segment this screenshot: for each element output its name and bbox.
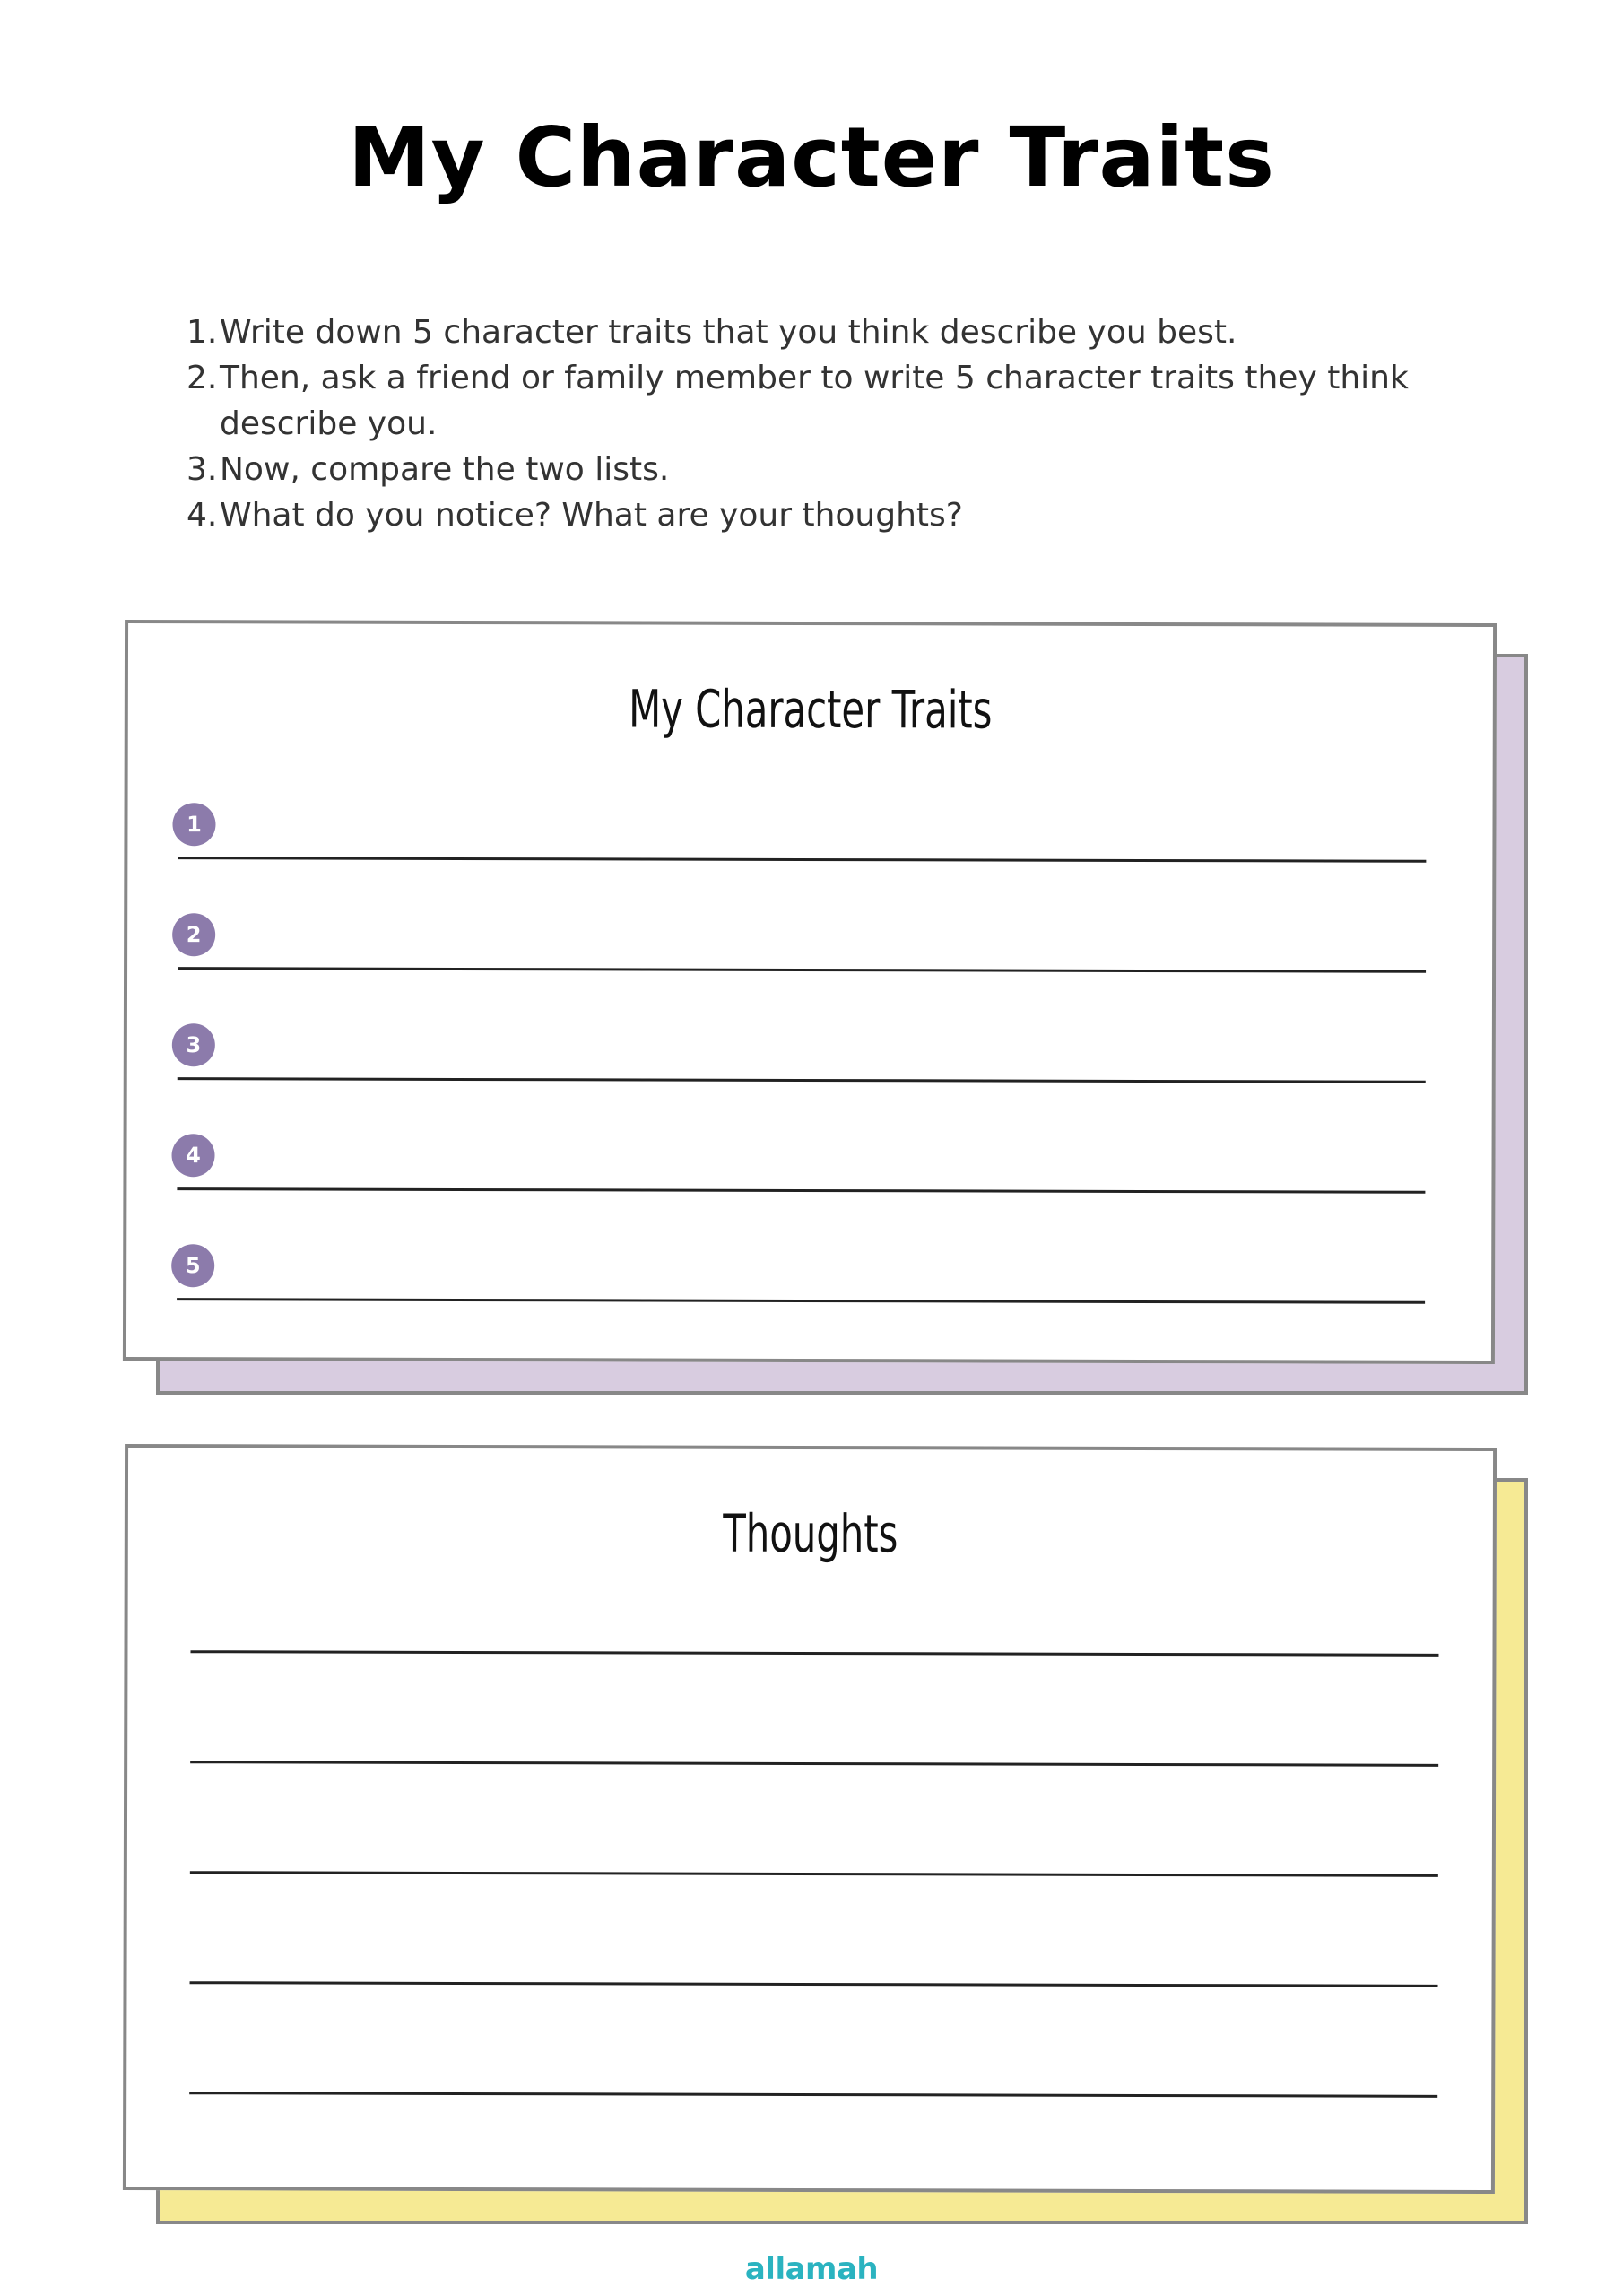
instruction-text: Now, compare the two lists. (220, 451, 670, 488)
thoughts-card-panel (123, 1444, 1497, 2194)
instruction-number: 1. (187, 314, 218, 351)
instruction-item (187, 492, 1478, 538)
trait-number-badge: 1 (172, 803, 215, 846)
thought-line-3[interactable] (190, 1871, 1438, 1877)
trait-number-badge: 5 (171, 1244, 214, 1287)
instruction-text: What do you notice? What are your thoughts? (220, 497, 963, 534)
brand-logo: allamah (744, 2251, 879, 2287)
instruction-text: Write down 5 character traits that you think describe you best. (220, 314, 1237, 351)
trait-line-3[interactable] (178, 1023, 1426, 1083)
thought-line-1[interactable] (190, 1650, 1438, 1657)
instruction-item (187, 447, 1478, 492)
trait-number-badge: 2 (172, 913, 215, 956)
trait-line-1[interactable] (178, 803, 1426, 863)
thoughts-card-title: Thoughts (723, 1502, 898, 1565)
instructions-list (187, 309, 1478, 538)
thought-line-2[interactable] (190, 1761, 1438, 1767)
instruction-text: Then, ask a friend or family member to write 5 character traits they think describe you. (220, 360, 1409, 442)
instruction-item (187, 355, 1478, 447)
trait-number-badge: 3 (172, 1023, 215, 1066)
instruction-number: 4. (187, 497, 218, 534)
thought-line-5[interactable] (189, 2092, 1437, 2098)
thought-line-4[interactable] (190, 1981, 1438, 1987)
trait-line-5[interactable] (177, 1244, 1425, 1304)
traits-card (124, 622, 1496, 1369)
thoughts-card (124, 1446, 1496, 2199)
trait-line-4[interactable] (177, 1134, 1425, 1194)
page-title: My Character Traits (348, 109, 1275, 205)
instruction-item (187, 309, 1478, 355)
instruction-number: 2. (187, 360, 218, 396)
traits-card-panel (123, 620, 1497, 1364)
trait-number-badge: 4 (171, 1134, 214, 1177)
traits-card-title: My Character Traits (629, 678, 993, 741)
trait-line-2[interactable] (178, 913, 1426, 973)
instruction-number: 3. (187, 451, 218, 488)
